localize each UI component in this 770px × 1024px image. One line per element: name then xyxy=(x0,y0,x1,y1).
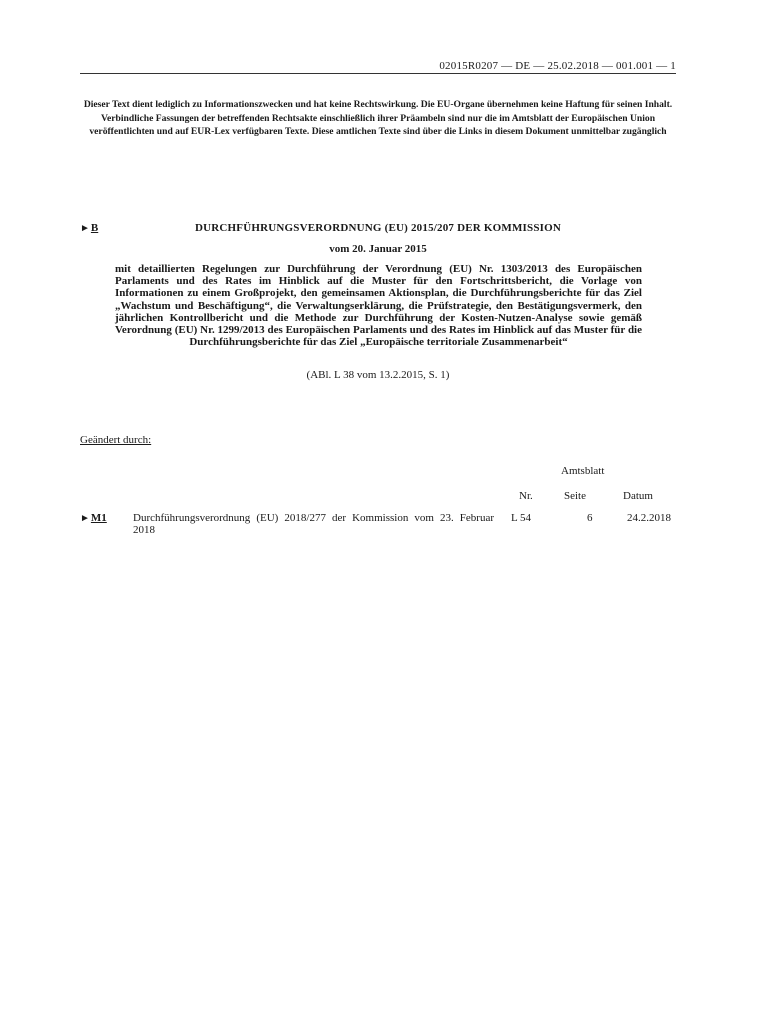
amendment-marker-m1[interactable] xyxy=(80,512,107,524)
column-header-datum: Datum xyxy=(623,490,653,502)
official-journal-reference: (ABl. L 38 vom 13.2.2015, S. 1) xyxy=(306,369,450,381)
amendment-description: Durchführungsverordnung (EU) 2018/277 der Kommission vom 23. Februar 2018 xyxy=(133,512,494,536)
act-subject: mit detaillierten Regelungen zur Durchführung der Verordnung (EU) Nr. 1303/2013 des Europäischen Parlaments und des Rates im Hinblick auf die Muster für den Fortschrittsbericht, die Vorlage von Informationen zu einem Großprojekt, den gemeinsamen Aktionsplan, die Durchführungsberichte für das Ziel „Wachstum und Beschäftigung“, die Verwaltungserklärung, die Prüfstrategie, den Bestätigungsvermerk, den jährlichen Kontrollbericht und die Methode zur Durchführung der Kosten-Nutzen-Analyse sowie gemäß Verordnung (EU) Nr. 1299/2013 des Europäischen Parlaments und des Rates im Hinblick auf das Muster für die Durchführungsberichte für das Ziel „Europäische territoriale Zusammenarbeit“ xyxy=(115,263,642,349)
column-header-seite: Seite xyxy=(564,490,586,502)
act-title: DURCHFÜHRUNGSVERORDNUNG (EU) 2015/207 DER KOMMISSION xyxy=(194,222,562,234)
document-id-header: 02015R0207 — DE — 25.02.2018 — 001.001 — 1 xyxy=(439,60,676,72)
column-header-amtsblatt: Amtsblatt xyxy=(561,465,605,477)
amendment-nr: L 54 xyxy=(511,512,532,524)
act-date: vom 20. Januar 2015 xyxy=(329,243,427,255)
amendment-datum: 24.2.2018 xyxy=(627,512,671,524)
triangle-right-icon: ► xyxy=(80,223,90,234)
amendment-marker-code[interactable]: M1 xyxy=(90,512,107,524)
triangle-right-icon: ► xyxy=(80,513,90,524)
amended-by-heading: Geändert durch: xyxy=(80,434,152,446)
act-marker-code[interactable]: B xyxy=(90,222,99,234)
column-header-nr: Nr. xyxy=(519,490,533,502)
header-divider xyxy=(80,73,676,74)
amendment-seite: 6 xyxy=(587,512,593,524)
legal-disclaimer: Dieser Text dient lediglich zu Informationszwecken und hat keine Rechtswirkung. Die EU-Organe übernehmen keine Haftung für seinen Inhalt. Verbindliche Fassungen der betreffenden Rechtsakte einschließlich ihrer Präambeln sind nur die im Amtsblatt der Europäischen Union veröffentlichten und auf EUR-Lex verfügbaren Texte. Diese amtlichen Texte sind über die Links in diesem Dokument unmittelbar zugänglich xyxy=(83,99,673,137)
